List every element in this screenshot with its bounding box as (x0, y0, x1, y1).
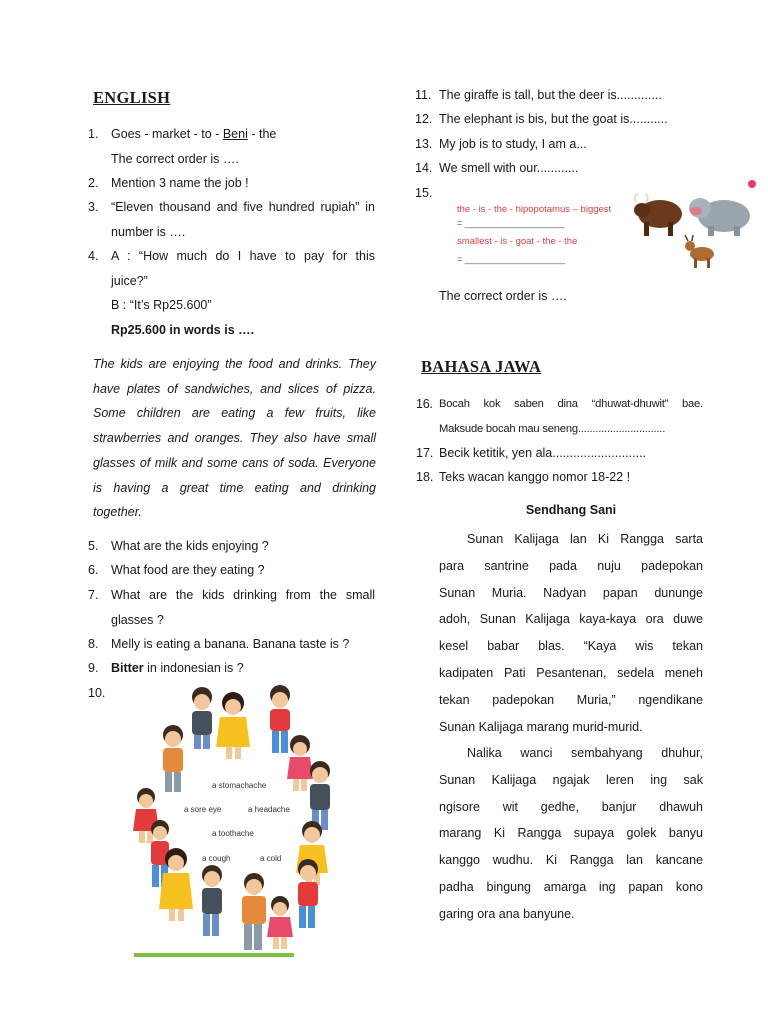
goat-image (685, 235, 714, 268)
question-7-line: What are the kids drinking from the small (111, 588, 375, 602)
story-line: kadipaten Pati Pesantenan, sedela meneh (439, 665, 703, 680)
question-number: 11. (415, 88, 432, 102)
passage-line: Some children are eating a few fruits, like (93, 406, 376, 421)
story-line: kesel babar blas. “Kaya wis tekan (439, 639, 703, 654)
question-number: 3. (88, 200, 99, 214)
ground-strip (134, 953, 294, 957)
illness-illustration (130, 683, 362, 959)
puzzle-sentence-2: smallest - is - goat - the - the (457, 236, 578, 247)
story-line: Sunan Kalijaga marang murid-murid. (439, 719, 643, 734)
label-headache: a headache (248, 805, 290, 814)
question-13-text: My job is to study, I am a... (439, 137, 587, 151)
story-line: padha bingung amarga ing papan kono (439, 879, 703, 894)
passage-line: have plates of sandwiches, and slices of pizza. (93, 381, 376, 396)
passage-line: strawberries and oranges. They also have small (93, 431, 376, 446)
story-paragraph-1 (439, 526, 703, 740)
question-2-text: Mention 3 name the job ! (111, 176, 249, 190)
question-3-line: “Eleven thousand and five hundred rupiah” in (111, 200, 375, 214)
hippo-image (689, 180, 756, 236)
bahasa-jawa-heading: BAHASA JAWA (421, 357, 542, 376)
story-line: para santrine pada nuju padepokan (439, 558, 703, 573)
story-line: marang Ki Rangga supaya golek banyu (439, 826, 703, 841)
kid-figure (310, 761, 330, 830)
kid-figure (216, 692, 250, 759)
kid-figure (270, 685, 290, 753)
question-number: 6. (88, 563, 99, 577)
story-line: Nalika wanci sembahyang dhuhur, (467, 746, 703, 760)
question-4-line: B : “It’s Rp25.600” (111, 298, 212, 312)
label-stomachache: a stomachache (212, 781, 267, 790)
story-line: kanggo wudhu. Ki Rangga lan kancane (439, 853, 703, 868)
label-sore-eye: a sore eye (184, 805, 222, 814)
kid-figure (242, 873, 266, 950)
question-number: 7. (88, 588, 99, 602)
story-title: Sendhang Sani (525, 503, 617, 517)
question-15-puzzle (452, 178, 758, 270)
story-paragraph-2 (439, 740, 703, 928)
question-16-line: Maksude bocah mau seneng.............................. (439, 422, 666, 435)
kid-figure (298, 859, 318, 928)
passage-line: is having a great time eating and drinking (93, 480, 376, 495)
puzzle-answer-line-1: = ____________________ (457, 218, 565, 228)
story-line: tekan padepokan Muria,” ngendikane (439, 692, 703, 707)
question-1-words: Goes - market - to - Beni - the (111, 127, 277, 141)
yak-image (634, 194, 682, 236)
puzzle-answer-line-2: = ____________________ (457, 254, 565, 264)
question-number: 15. (415, 186, 433, 200)
passage-line: glasses of milk and some cans of soda. Everyone (93, 455, 376, 470)
reading-passage (93, 352, 376, 525)
question-1-prompt: The correct order is …. (111, 151, 239, 166)
underlined-name: Beni (222, 127, 248, 141)
question-number: 5. (88, 539, 99, 553)
question-number: 8. (88, 637, 99, 651)
question-4-line: A : “How much do I have to pay for this (111, 249, 375, 263)
question-number: 4. (88, 249, 99, 263)
story-line: ngisore wit gedhe, banjur dhawuh (439, 799, 703, 814)
question-number: 12. (415, 112, 433, 126)
question-9-text: Bitter in indonesian is ? (111, 661, 244, 675)
question-number: 14. (415, 161, 433, 175)
question-3-line: number is …. (111, 224, 186, 239)
question-number: 1. (88, 127, 99, 141)
kid-figure (267, 896, 293, 949)
kid-figure (287, 735, 313, 791)
label-cough: a cough (202, 854, 231, 863)
question-number: 13. (415, 137, 433, 151)
question-15-prompt: The correct order is …. (439, 289, 567, 303)
question-17-text: Becik ketitik, yen ala........................... (439, 446, 647, 460)
question-14-text: We smell with our............ (439, 161, 579, 175)
english-heading: ENGLISH (93, 88, 171, 107)
question-7-line: glasses ? (111, 612, 164, 627)
kid-figure (202, 865, 222, 936)
animal-illustration (634, 178, 758, 270)
question-number: 2. (88, 176, 99, 190)
question-number: 17. (416, 446, 434, 460)
label-cold: a cold (260, 854, 282, 863)
story-line: Sunan Kalijaga lan Ki Rangga sarta (467, 532, 703, 546)
kid-figure (163, 725, 183, 792)
question-6-text: What food are they eating ? (111, 563, 265, 577)
passage-line: The kids are enjoying the food and drinks. They (93, 357, 376, 371)
question-11-text: The giraffe is tall, but the deer is............. (439, 88, 662, 102)
story-line: adoh, Sunan Kalijaga kaya-kaya ora duwe (439, 612, 703, 627)
bold-word: Bitter (111, 661, 144, 675)
story-line: garing ora ana banyune. (439, 906, 575, 921)
passage-line: together. (93, 505, 142, 520)
question-4-prompt: Rp25.600 in words is …. (111, 322, 255, 337)
question-12-text: The elephant is bis, but the goat is........... (439, 112, 668, 126)
question-5-text: What are the kids enjoying ? (111, 539, 269, 553)
question-number: 18. (416, 470, 434, 484)
question-16-line: Bocah kok saben dina “dhuwat-dhuwit” bae. (439, 398, 703, 410)
story-line: Sunan Kalijaga ngajak leren ing sak (439, 772, 703, 787)
label-toothache: a toothache (212, 829, 254, 838)
question-4-line: juice?” (111, 273, 148, 288)
question-number: 9. (88, 661, 99, 675)
kid-figure (192, 687, 212, 749)
question-number: 10. (88, 686, 106, 700)
puzzle-sentence-1: the - is - the - hipopotamus – biggest (457, 204, 612, 215)
question-18-text: Teks wacan kanggo nomor 18-22 ! (439, 470, 631, 484)
question-number: 16. (416, 397, 433, 411)
story-line: Sunan Muria. Nadyan papan dununge (439, 585, 703, 600)
question-8-text: Melly is eating a banana. Banana taste is ? (111, 637, 350, 651)
